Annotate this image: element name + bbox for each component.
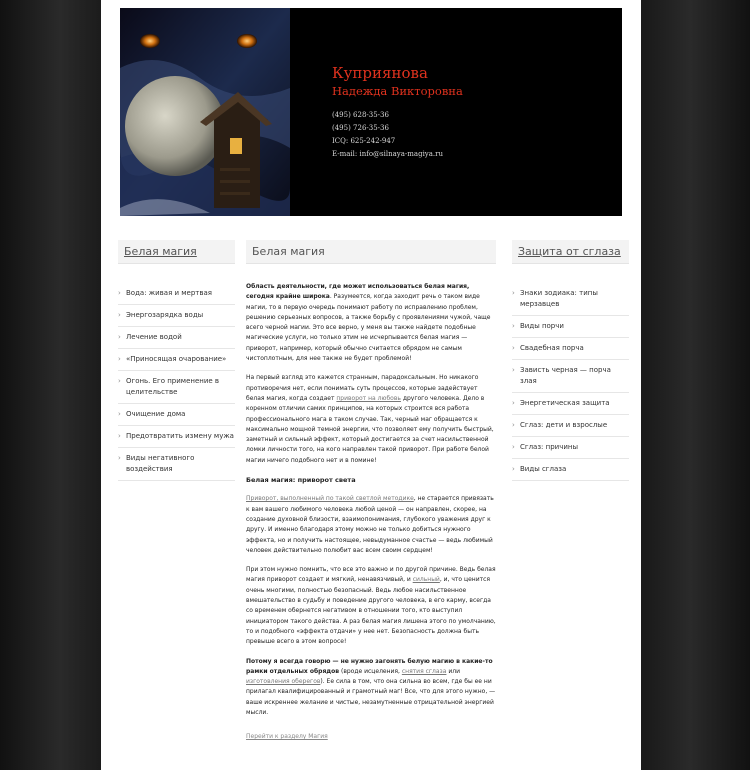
left-menu-item[interactable]: › Виды негативного воздействия — [118, 448, 235, 481]
right-menu-item[interactable]: › Знаки зодиака: типы мерзавцев — [512, 283, 629, 316]
left-menu-item[interactable]: › Энергозарядка воды — [118, 305, 235, 327]
amulets-link[interactable]: изготовления оберегов — [246, 678, 321, 686]
article-subheading: Белая магия: приворот света — [246, 476, 356, 485]
page — [101, 0, 641, 770]
left-menu-item[interactable]: › Предотвратить измену мужа — [118, 426, 235, 448]
moon-icon — [125, 76, 225, 176]
surname: Куприянова — [332, 64, 428, 82]
left-menu-item[interactable]: › «Приносящая очарование» — [118, 349, 235, 371]
left-menu — [118, 283, 235, 481]
article — [246, 282, 496, 752]
evil-eye-removal-link[interactable]: снятия сглаза — [401, 667, 447, 675]
right-column-title[interactable]: Защита от сглаза — [512, 240, 629, 264]
right-menu-item[interactable]: › Сглаз: причины — [512, 437, 629, 459]
paragraph-5: Потому я всегда говорю — не нужно загонять белую магию в какие-то рамки отдельных обрядов (вроде исцеления, снятия сглаза или изготовления оберегов). Ее сила в том, что она сильна во всем, где бы ее ни прилагал квалифицированный и грамотный маг! Все, что для этого нужно, — ваше искреннее желание и чистые, незамутненные отрицательной энергией мысли. — [246, 657, 496, 716]
center-column-title: Белая магия — [246, 240, 496, 264]
paragraph-3: Приворот, выполненный по такой светлой методике, не старается привязать к вам вашего любимого человека любой ценой — он направлен, скорее, на создание духовной близости, взаимопонимания, глубокого уважения друг к другу. И именно благодаря этому можно не только добиться нужного эффекта, но и получить настоящее, невыдуманное счастье — ведь любимый человек действительно полюбит вас всем своим сердцем! — [246, 495, 494, 554]
eye-icon — [237, 34, 257, 48]
left-menu-item[interactable]: › Очищение дома — [118, 404, 235, 426]
left-menu-item[interactable]: › Огонь. Его применение в целительстве — [118, 371, 235, 404]
left-menu-item[interactable]: › Лечение водой — [118, 327, 235, 349]
left-menu-item[interactable]: › Вода: живая и мертвая — [118, 283, 235, 305]
right-menu-item[interactable]: › Энергетическая защита — [512, 393, 629, 415]
light-method-link[interactable]: Приворот, выполненный по такой светлой методике — [246, 495, 414, 503]
email[interactable]: E-mail: info@silnaya-magiya.ru — [332, 150, 444, 158]
header-banner — [120, 8, 622, 216]
phone-1: (495) 628-35-36 — [332, 111, 389, 119]
icq: ICQ: 625-242-947 — [332, 137, 396, 145]
right-menu-item[interactable]: › Зависть черная — порча злая — [512, 360, 629, 393]
go-to-magic-section-link[interactable]: Перейти к разделу Магия — [246, 733, 328, 741]
right-menu-item[interactable]: › Сглаз: дети и взрослые — [512, 415, 629, 437]
right-menu-item[interactable]: › Свадебная порча — [512, 338, 629, 360]
paragraph-4: При этом нужно помнить, что все это важно и по другой причине. Ведь белая магия приворот создает и мягкий, ненавязчивый, и сильный, и, что ценится очень многими, полностью безопасный. Ведь любое насильственное вмешательство в судьбу и поведение другого человека, в его карму, всегда со временем обернется негативом в отношении того, кто выступил инициатором такого действа. А раз белая магия лишена этого по умолчанию, то и подобного «эффекта отдачи» у нее нет. Безопасность должна быть превыше всего в этом вопросе! — [246, 566, 496, 646]
love-spell-link[interactable]: приворот на любовь — [336, 394, 401, 402]
paragraph-2: На первый взгляд это кажется странным, парадоксальным. Но никакого противоречия нет, если понимать суть процессов, которые задействует белая магия, когда создает приворот на любовь другого человека. Дело в коренном отличии самих принципов, на которых строится вся работа профессионального мага в таком случае. Так, черный маг обращается к максимально мощной темной энергии, что позволяет ему получить быстрый, заметный и сильный эффект, который достигается за счет насильственной ломки личности того, на кого направлен такой приворот. При работе белой магии ничего подобного нет и в помине! — [246, 374, 494, 464]
eye-icon — [140, 34, 160, 48]
phone-2: (495) 726-35-36 — [332, 124, 389, 132]
left-column-title[interactable]: Белая магия — [118, 240, 235, 264]
paragraph-1: Область деятельности, где может использоваться белая магия, сегодня крайне широка. Разумеется, когда заходит речь о таком виде магии, то в первую очередь понимают работу по исправлению проблем, решению серьезных вопросов, а также борьбу с проявлениями чужой, чаще всего черной магии. Это все верно, у меня вы также найдете подобные магические услуги, но только этим не исчерпывается белая магия — приворот, например, который обычно считается обрядом не самым чистоплотным, для нее также не будет проблемой! — [246, 283, 491, 363]
right-menu-item[interactable]: › Виды сглаза — [512, 459, 629, 481]
full-name: Надежда Викторовна — [332, 84, 463, 98]
strong-link[interactable]: сильный — [412, 576, 440, 584]
right-menu-item[interactable]: › Виды порчи — [512, 316, 629, 338]
right-menu — [512, 283, 629, 481]
